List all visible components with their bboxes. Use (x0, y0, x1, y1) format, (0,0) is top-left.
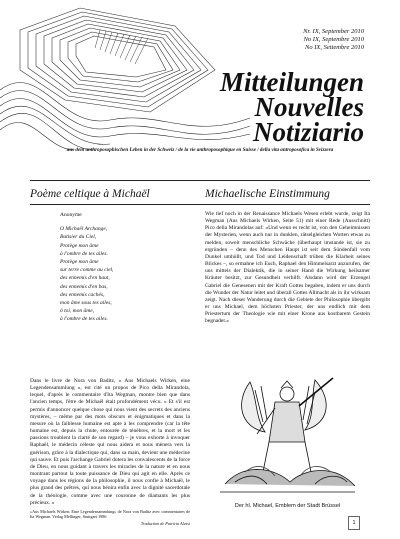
poem-line: à l'ombre de tes ailes. (60, 316, 108, 323)
poem-line: mon âme sous tes ailes, (60, 300, 112, 307)
poem (60, 211, 180, 324)
poem-line: à l'ombre de tes ailes. (60, 250, 108, 257)
issue-line-de: Nr. IX, September 2010 (303, 28, 364, 35)
translator-credit: Traduction de Patricia Alessi (140, 521, 190, 527)
heading-poeme: Poème celtique à Michaël (30, 188, 150, 200)
poem-line: O Michaël Archange, (60, 226, 108, 233)
page-number: 1 (348, 516, 360, 530)
tagline: aus dem anthroposophischen Leben in der Schweiz / de la vie anthroposophique en Suisse / della vita antroposofica in Svizzera (66, 147, 334, 153)
divider-bottom (30, 204, 370, 205)
heading-einstimmung: Michaelische Einstimmung (205, 188, 330, 200)
title-nouvelles: Nouvelles (254, 92, 364, 122)
issue-line-it: No IX, Settembre 2010 (305, 44, 364, 51)
poem-line: des ennemis d'en bas, (60, 283, 108, 290)
poem-line: Batisier du Ciel, (60, 234, 97, 241)
issue-line-fr: No IX, Septembre 2010 (303, 36, 364, 43)
saint-michael-illustration (205, 372, 370, 500)
illustration-caption: Der hl. Michael, Emblem der Stadt Brüssel (234, 503, 341, 509)
footnote: «Aus Michaels Wirken. Eine Legendensammlung» de Nora von Baditz avec commentaires de Ita Wegman. Verlag Mellinger, Stuttgart 1986 (30, 508, 190, 520)
title-notiziario: Notiziario (252, 117, 364, 147)
poem-line: ô toi, mon âme, (60, 308, 95, 315)
poem-line: Protège mon âme (60, 259, 99, 266)
poem-line: Protège mon âme (60, 242, 99, 249)
article-french (30, 378, 190, 527)
poem-line: des ennemis d'en haut, (60, 275, 110, 282)
article-german (205, 211, 370, 326)
masthead-titles (219, 67, 364, 147)
issue-info (303, 28, 364, 52)
divider-top (30, 180, 370, 181)
poem-line: sur terre comme au ciel, (60, 267, 114, 274)
poem-line: des ennemis cachés, (60, 291, 105, 298)
article-german-body: Wie tief noch in der Renaissance Michaels Wesen erlebt wurde, zeigt Ita Wegman (Aus Michaels Wirken, Seite 51) mit einer Rede (Ausschnitt) Pico della Mirandolas auf: «Und wenn es recht ist, von den Geheimnissen der Mysterien, wenn auch nur in dunklen, rätselgleichen Worten etwas zu melden, soweit menschliche Schwäche (überhaupt imstande ist, sie zu ergründen – denn des Menschen Haupt ist seit dem Sündenfall vom Dunkel umhüllt, und Tod und Leidenschaft trüben die Klarheit seines Blickes –, so ermahne ich Euch, Raphael den Himmelsarzt anzurufen, der uns mittels der Dialektik, die in seiner Hand die Wirkung heilsamer Kräuter besitzt, zur Gesundheit verhilft. Alsdann wird der Erzengel Gabriel die Genesenen mit der Kraft Gottes begaben, indem er uns durch die Wunder der Natur leitet und überall Gottes Allmacht als in ihr wirksam zeigt. Nach dieser Wanderung durch die Gebiete der Philosophie übergibt er uns Michael, dem höchsten Priester, der uns endlich mit dem Priestertum der Theologie wie mit einer Krone aus kostbarem Gestein begnadet.» (205, 211, 370, 325)
article-french-body: Dans le livre de Nora von Baditz, « Aus Michaels Wirken, eine Legendensammlung », est cité un propos de Pico della Mirandola, lequel, d'après le commentaire d'Ita Wegman, montre bien que dans l'ancien temps, l'être de Michaël était profondément vécu. « Et s'il est permis d'annoncer quelque chose qui nous vient des secrets des anciens mystères, – même par des mots obscurs et énigmatiques et dans la mesure où la faiblesse humaine est apte à les comprendre (car la tête humaine est, depuis la chute, entourée de ténèbres, et la mort et les passions troublent la clarté de son regard) – je vous exhorte à invoquer Raphaël, le médecin céleste qui nous aidera et nous mènera vers la guérison, grâce à la dialectique qui, dans sa main, devient une médecine qui sauve. Et puis l'archange Gabriel dotera les convalescents de la force de Dieu, en nous guidant à travers les miracles de la nature et en nous montrant partout la toute puissance de Dieu qui agit en elle. Après ce voyage dans les régions de la philosophie, il nous confie à Michaël, le plus grand des prêtres, qui nous bénira enfin avec la dignité sacerdotale de la théologie, comme avec une couronne de diamants les plus précieux. » (30, 378, 190, 506)
title-mitteilungen: Mitteilungen (219, 67, 364, 97)
poem-author: Anonyme (60, 212, 82, 218)
